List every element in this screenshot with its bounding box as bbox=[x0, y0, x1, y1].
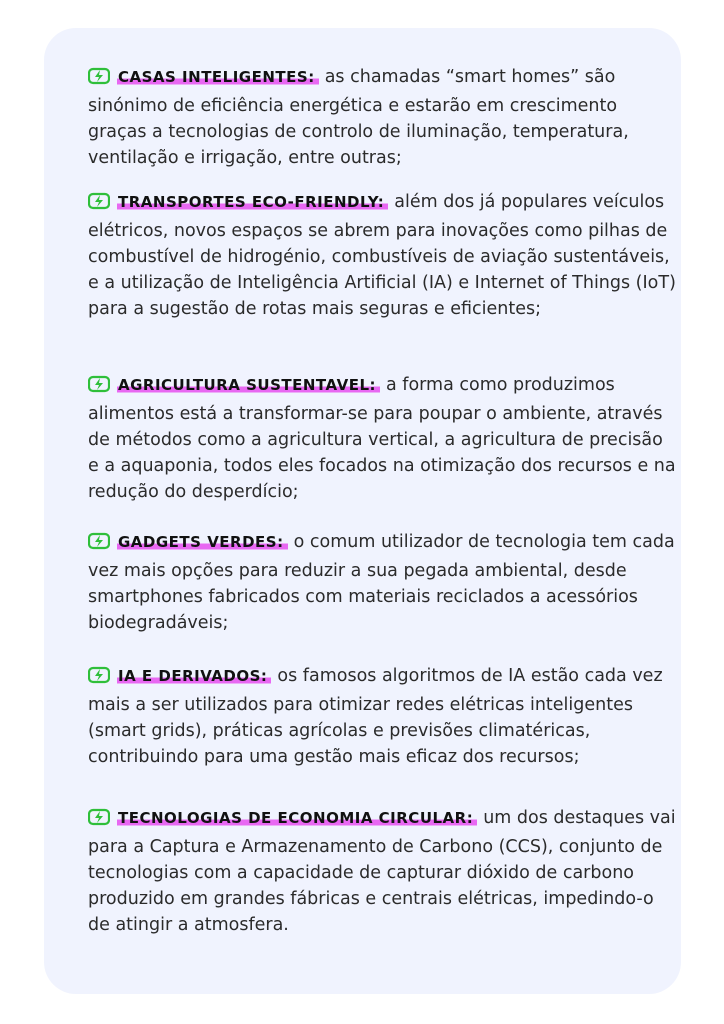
list-item-economia-circular bbox=[88, 805, 678, 938]
recycle-bolt-icon bbox=[88, 192, 110, 218]
list-item-transportes bbox=[88, 189, 678, 322]
item-title: AGRICULTURA SUSTENTAVEL: bbox=[117, 376, 380, 394]
recycle-bolt-icon bbox=[88, 532, 110, 558]
item-title: GADGETS VERDES: bbox=[117, 533, 288, 551]
recycle-bolt-icon bbox=[88, 67, 110, 93]
recycle-bolt-icon bbox=[88, 808, 110, 834]
list-item-gadgets bbox=[88, 529, 678, 636]
item-text: os famosos algoritmos de IA estão cada vez mais a ser utilizados para otimizar redes elétricas inteligentes (smart grids), práticas agrícolas e previsões climatéricas, contribuindo para uma gestão mais eficaz dos recursos; bbox=[88, 666, 663, 767]
list-item-ia bbox=[88, 663, 678, 770]
recycle-bolt-icon bbox=[88, 375, 110, 401]
item-text: o comum utilizador de tecnologia tem cada vez mais opções para reduzir a sua pegada ambiental, desde smartphones fabricados com materiais reciclados a acessórios biodegradáveis; bbox=[88, 532, 675, 633]
item-title: IA E DERIVADOS: bbox=[117, 667, 271, 685]
list-item-casas-inteligentes bbox=[88, 64, 678, 171]
item-title: CASAS INTELIGENTES: bbox=[117, 68, 319, 86]
item-title: TECNOLOGIAS DE ECONOMIA CIRCULAR: bbox=[117, 809, 477, 827]
list-item-agricultura bbox=[88, 372, 678, 505]
recycle-bolt-icon bbox=[88, 666, 110, 692]
item-text: as chamadas “smart homes” são sinónimo de eficiência energética e estarão em crescimento graças a tecnologias de controlo de iluminação, temperatura, ventilação e irrigação, entre outras; bbox=[88, 67, 629, 168]
item-text: além dos já populares veículos elétricos, novos espaços se abrem para inovações como pilhas de combustível de hidrogénio, combustíveis de aviação sustentáveis, e a utilização de Inteligência Artificial (IA) e Internet of Things (IoT) para a sugestão de rotas mais seguras e eficientes; bbox=[88, 192, 676, 319]
item-text: um dos destaques vai para a Captura e Armazenamento de Carbono (CCS), conjunto de tecnologias com a capacidade de capturar dióxido de carbono produzido em grandes fábricas e centrais elétricas, impedindo-o de atingir a atmosfera. bbox=[88, 808, 676, 935]
item-title: TRANSPORTES ECO-FRIENDLY: bbox=[117, 193, 388, 211]
item-text: a forma como produzimos alimentos está a transformar-se para poupar o ambiente, através de métodos como a agricultura vertical, a agricultura de precisão e a aquaponia, todos eles focados na otimização dos recursos e na redução do desperdício; bbox=[88, 375, 676, 502]
